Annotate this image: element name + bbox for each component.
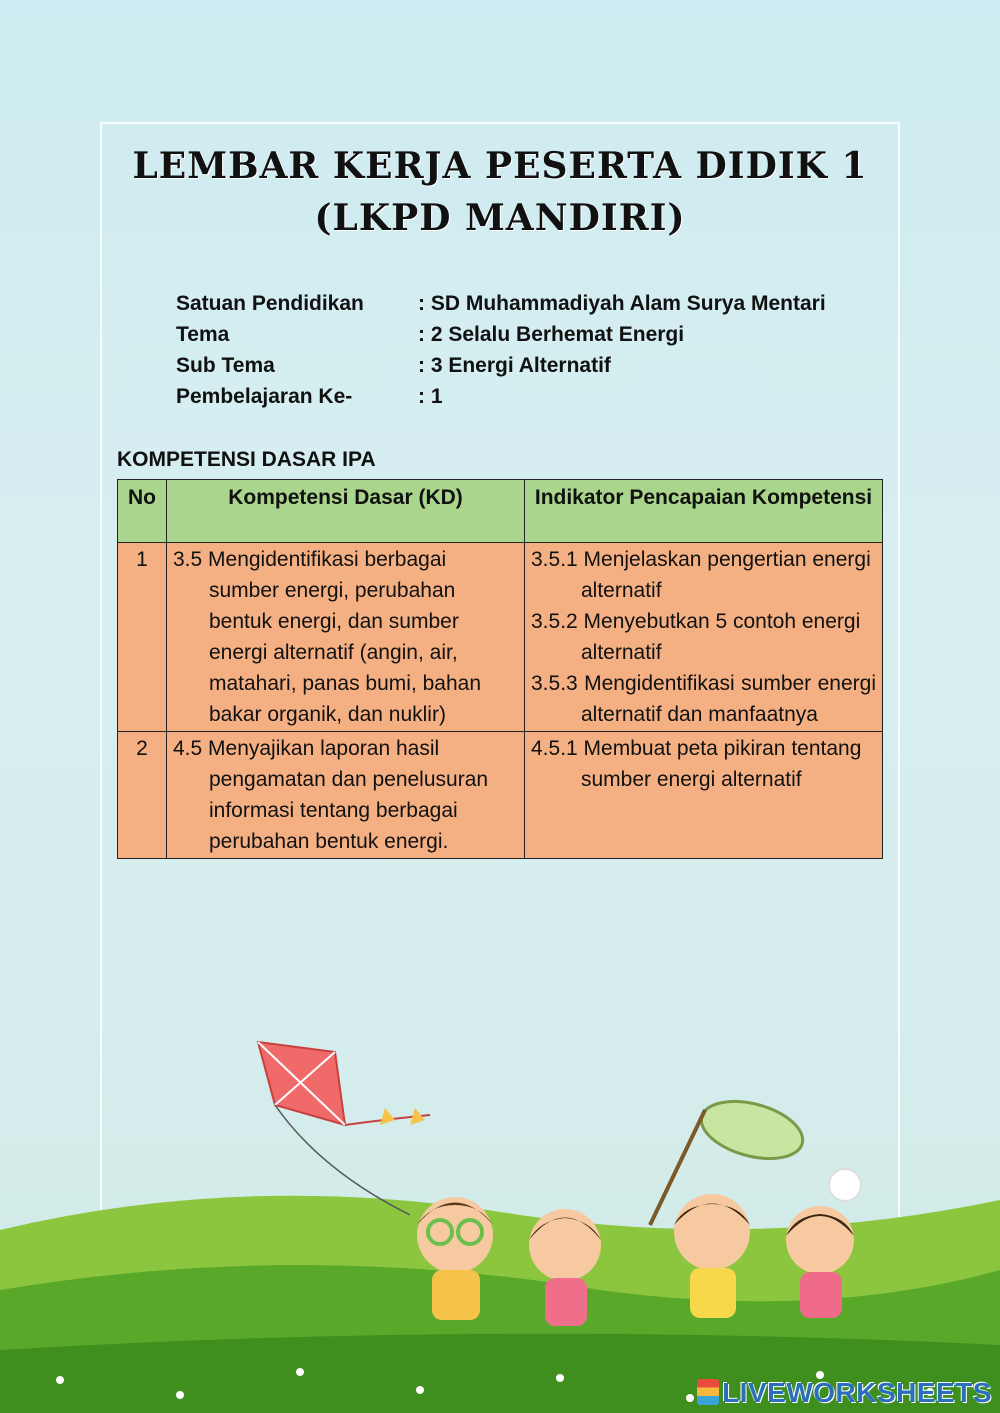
kite-icon xyxy=(258,1042,430,1215)
indicator-item: 3.5.3 Mengidentifikasi sumber energi alternatif dan manfaatnya xyxy=(531,672,876,726)
info-label: Sub Tema xyxy=(176,354,275,377)
header-indicator: Indikator Pencapaian Kompetensi xyxy=(525,480,883,543)
header-kd: Kompetensi Dasar (KD) xyxy=(167,480,525,543)
info-value: : 2 Selalu Berhemat Energi xyxy=(418,323,685,346)
kd-text: 3.5 Mengidentifikasi berbagai sumber energi, perubahan bentuk energi, dan sumber energi alternatif (angin, air, matahari, panas bumi, bahan bakar organik, dan nuklir) xyxy=(173,548,482,726)
kids-playing-illustration xyxy=(0,1000,1000,1413)
info-label: Tema xyxy=(176,323,230,346)
section-heading: KOMPETENSI DASAR IPA xyxy=(117,448,376,471)
cell-no: 1 xyxy=(118,543,167,732)
info-value: : 3 Energi Alternatif xyxy=(418,354,611,377)
indicator-item: 4.5.1 Membuat peta pikiran tentang sumber energi alternatif xyxy=(531,737,862,791)
table-row xyxy=(118,732,883,859)
competency-table xyxy=(117,479,883,859)
title-line-1: LEMBAR KERJA PESERTA DIDIK 1 xyxy=(132,145,868,187)
liveworksheets-watermark xyxy=(697,1377,992,1409)
cell-kd xyxy=(167,543,525,732)
info-value: : 1 xyxy=(418,385,443,408)
cell-indicators xyxy=(525,543,883,732)
info-value: : SD Muhammadiyah Alam Surya Mentari xyxy=(418,292,826,315)
title-line-2: (LKPD MANDIRI) xyxy=(314,197,686,239)
info-label: Pembelajaran Ke- xyxy=(176,385,353,408)
table-row xyxy=(118,543,883,732)
indicator-item: 3.5.1 Menjelaskan pengertian energi alternatif xyxy=(531,548,871,602)
kd-text: 4.5 Menyajikan laporan hasil pengamatan dan penelusuran informasi tentang berbagai perubahan bentuk energi. xyxy=(173,737,489,853)
watermark-text: LIVEWORKSHEETS xyxy=(722,1377,992,1408)
info-label: Satuan Pendidikan xyxy=(176,292,364,315)
cell-indicators xyxy=(525,732,883,859)
cell-kd xyxy=(167,732,525,859)
liveworksheets-logo-icon xyxy=(697,1379,719,1405)
cell-no: 2 xyxy=(118,732,167,859)
header-no: No xyxy=(118,480,167,543)
table-header-row xyxy=(118,480,883,543)
indicator-item: 3.5.2 Menyebutkan 5 contoh energi alternatif xyxy=(531,610,861,664)
